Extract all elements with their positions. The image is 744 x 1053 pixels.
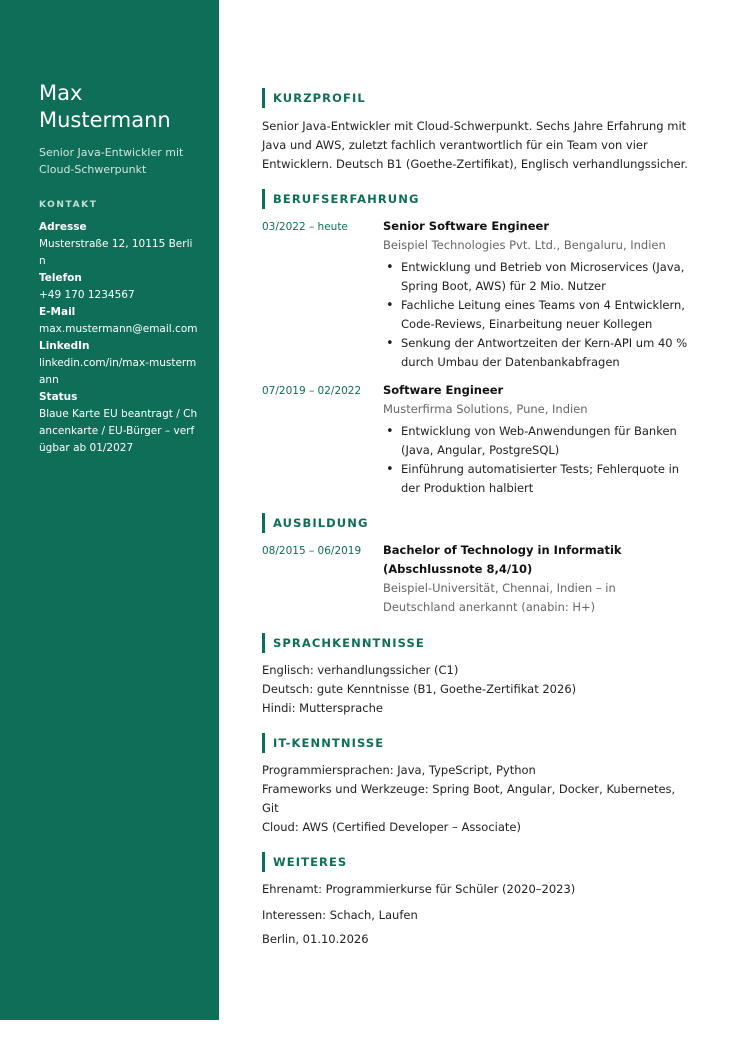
job-date: 07/2019 – 02/2022 <box>262 385 362 397</box>
job-body <box>383 381 690 498</box>
experience-section <box>262 189 690 498</box>
job-bullets <box>383 422 690 498</box>
language-item: Deutsch: gute Kenntnisse (B1, Goethe-Zertifikat 2026) <box>262 682 577 696</box>
job-bullets <box>383 258 690 372</box>
address-value: Musterstraße 12, 10115 Berlin <box>39 238 193 267</box>
university: Beispiel-Universität, Chennai, Indien – in Deutschland anerkannt (anabin: H+) <box>383 581 616 614</box>
language-item: Hindi: Muttersprache <box>262 701 383 715</box>
status-value: Blaue Karte EU beantragt / Chancenkarte / EU-Bürger – verfügbar ab 01/2027 <box>39 408 198 454</box>
profile-text: Senior Java-Entwickler mit Cloud-Schwerpunkt. Sechs Jahre Erfahrung mit Java und AWS, zuletzt fachlich verantwortlich für ein Team von vier Entwicklern. Deutsch B1 (Goethe-Zertifikat), Englisch verhandlungssicher. <box>262 119 688 171</box>
email-value: max.mustermann@email.com <box>39 323 198 335</box>
skill-item: Programmiersprachen: Java, TypeScript, Python <box>262 763 536 777</box>
phone-label: Telefon <box>39 272 82 284</box>
linkedin-label: LinkedIn <box>39 340 90 352</box>
status-label: Status <box>39 391 78 403</box>
it-skills-list <box>262 761 690 837</box>
misc-heading: WEITERES <box>262 852 690 872</box>
address-label: Adresse <box>39 221 87 233</box>
job-title: Senior Java-Entwickler mit Cloud-Schwerpunkt <box>39 146 184 176</box>
profile-heading: KURZPROFIL <box>262 88 690 108</box>
languages-section <box>262 633 690 718</box>
job-entry <box>262 217 690 372</box>
misc-section <box>262 852 690 949</box>
job-company: Musterfirma Solutions, Pune, Indien <box>383 402 588 416</box>
bullet-item: • Fachliche Leitung eines Teams von 4 Entwicklern, Code-Reviews, Einarbeitung neuer Kollegen <box>383 296 690 334</box>
bullet-item: • Senkung der Antwortzeiten der Kern-API um 40 % durch Umbau der Datenbankabfragen <box>383 334 690 372</box>
contact-list <box>39 219 199 457</box>
first-name: Max <box>39 81 83 105</box>
it-skills-section <box>262 733 690 837</box>
experience-heading: BERUFSERFAHRUNG <box>262 189 690 209</box>
job-body <box>383 217 690 372</box>
education-section <box>262 513 690 617</box>
education-heading: AUSBILDUNG <box>262 513 690 533</box>
bullet-item: • Entwicklung und Betrieb von Microservices (Java, Spring Boot, AWS) für 2 Mio. Nutzer <box>383 258 690 296</box>
main-content <box>262 88 690 949</box>
last-name: Mustermann <box>39 108 171 132</box>
volunteer-text: Ehrenamt: Programmierkurse für Schüler (2020–2023) <box>262 882 576 896</box>
education-date: 08/2015 – 06/2019 <box>262 545 362 557</box>
place-date: Berlin, 01.10.2026 <box>262 932 369 946</box>
email-label: E-Mail <box>39 306 76 318</box>
job-entry <box>262 381 690 498</box>
contact-heading: KONTAKT <box>39 200 98 210</box>
candidate-name <box>39 80 199 134</box>
profile-section <box>262 88 690 174</box>
job-title-text: Senior Software Engineer <box>383 219 550 233</box>
linkedin-value: linkedin.com/in/max-mustermann <box>39 357 197 386</box>
sidebar <box>0 0 219 1020</box>
education-entry <box>262 541 690 617</box>
it-skills-heading: IT-KENNTNISSE <box>262 733 690 753</box>
job-title-text: Software Engineer <box>383 383 504 397</box>
languages-list <box>262 661 690 718</box>
degree-title: Bachelor of Technology in Informatik (Abschlussnote 8,4/10) <box>383 543 622 576</box>
interests-text: Interessen: Schach, Laufen <box>262 908 418 922</box>
skill-item: Frameworks und Werkzeuge: Spring Boot, Angular, Docker, Kubernetes, Git <box>262 782 676 815</box>
languages-heading: SPRACHKENNTNISSE <box>262 633 690 653</box>
job-date: 03/2022 – heute <box>262 221 348 233</box>
phone-value: +49 170 1234567 <box>39 289 135 301</box>
language-item: Englisch: verhandlungssicher (C1) <box>262 663 459 677</box>
skill-item: Cloud: AWS (Certified Developer – Associate) <box>262 820 521 834</box>
bullet-item: • Entwicklung von Web-Anwendungen für Banken (Java, Angular, PostgreSQL) <box>383 422 690 460</box>
bullet-item: • Einführung automatisierter Tests; Fehlerquote in der Produktion halbiert <box>383 460 690 498</box>
job-company: Beispiel Technologies Pvt. Ltd., Bengaluru, Indien <box>383 238 666 252</box>
education-body <box>383 541 690 617</box>
